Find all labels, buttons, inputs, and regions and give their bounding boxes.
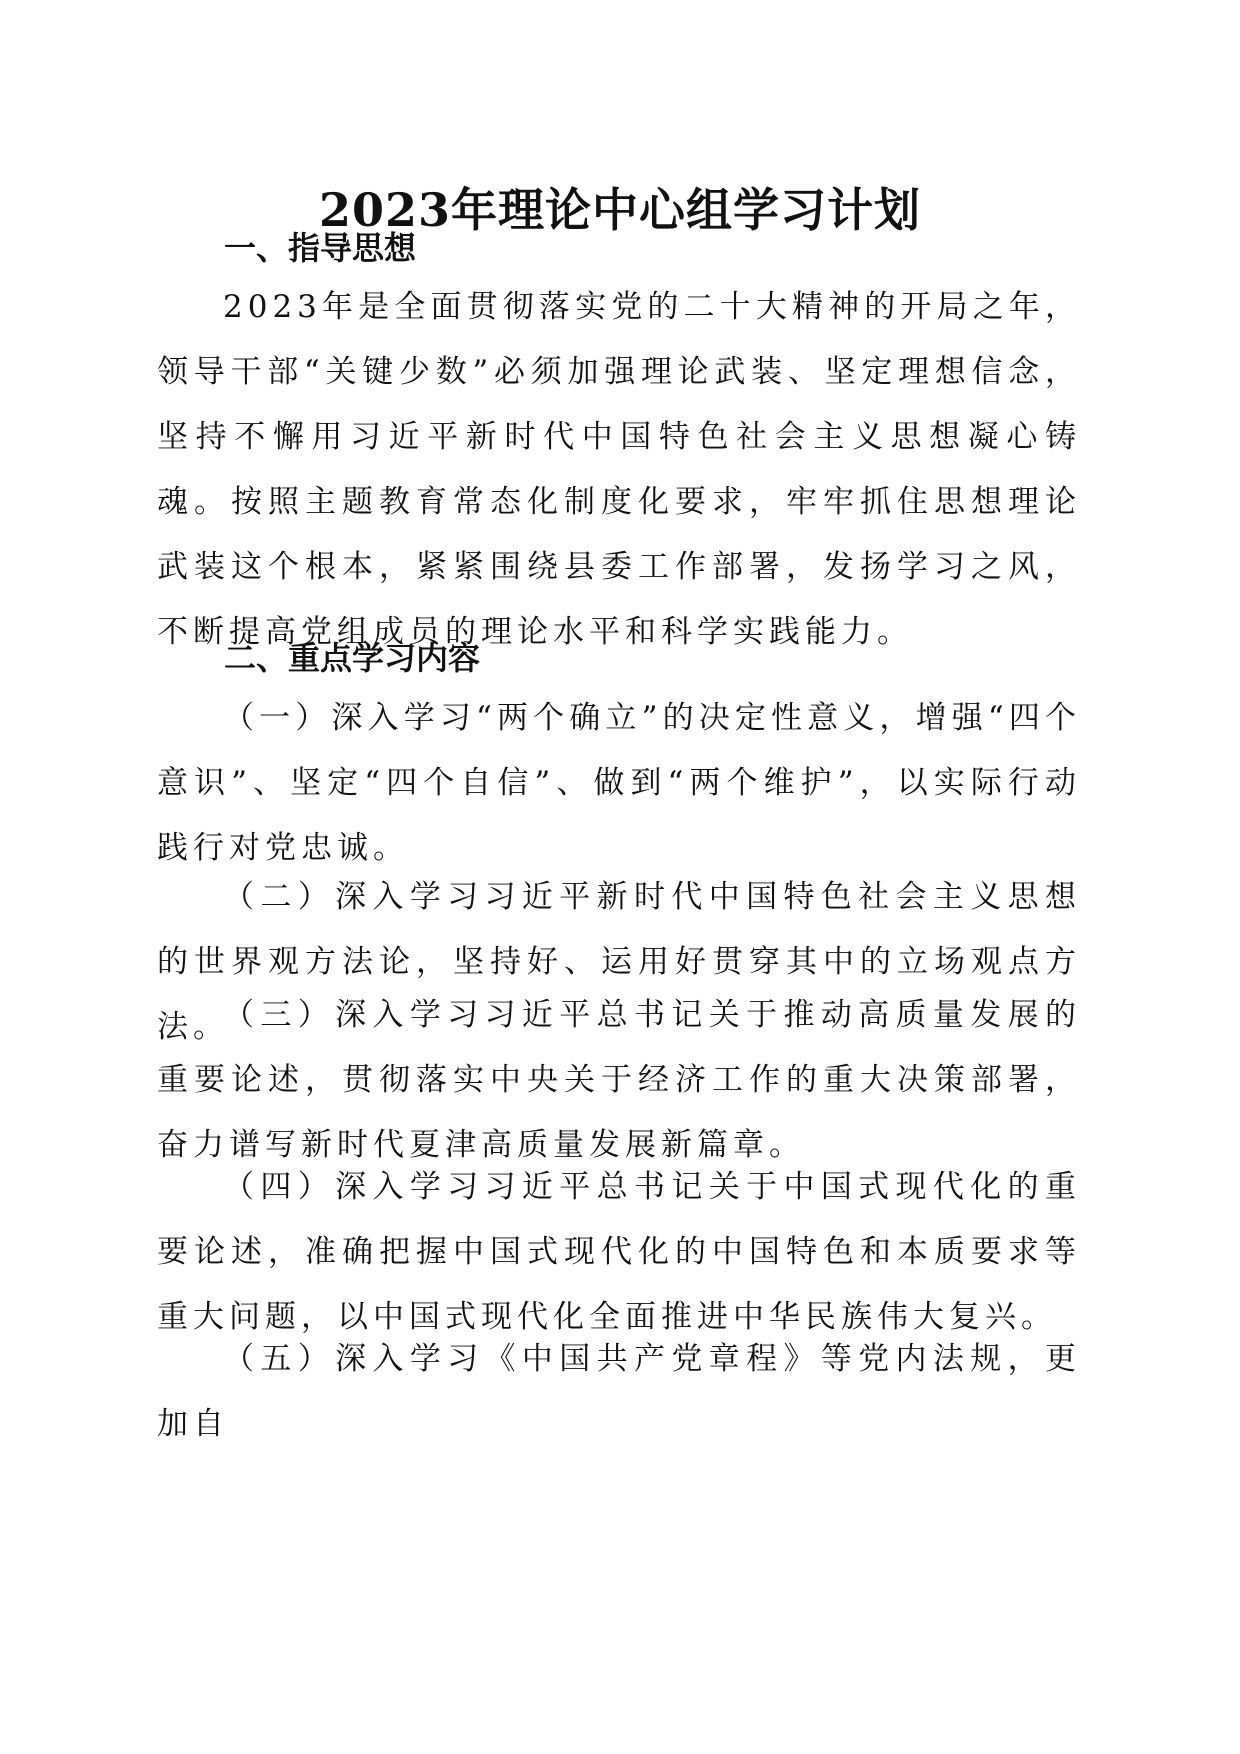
list-item-content-2: （二）深入学习习近平新时代中国特色社会主义思想的世界观方法论，坚持好、运用好贯穿其中的立场观点方法。 bbox=[157, 879, 1081, 1045]
paragraph-guiding-ideology: 2023年是全面贯彻落实党的二十大精神的开局之年，领导干部“关键少数”必须加强理论武装、坚定理想信念，坚持不懈用习近平新时代中国特色社会主义思想凝心铸魂。按照主题教育常态化制度化要求，牢牢抓住思想理论武装这个根本，紧紧围绕县委工作部署，发扬学习之风，不断提高党组成员的理论水平和科学实践能力。 bbox=[157, 289, 1081, 650]
list-item-content-4: （四）深入学习习近平总书记关于中国式现代化的重要论述，准确把握中国式现代化的中国特色和本质要求等重大问题，以中国式现代化全面推进中华民族伟大复兴。 bbox=[157, 1169, 1081, 1335]
list-item-content-5: （五）深入学习《中国共产党章程》等党内法规，更加自 bbox=[157, 1341, 1081, 1442]
list-item-content-1: （一）深入学习“两个确立”的决定性意义，增强“四个意识”、坚定“四个自信”、做到“两个维护”，以实际行动践行对党忠诚。 bbox=[157, 700, 1081, 866]
document-title: 2023年理论中心组学习计划 bbox=[318, 183, 922, 237]
section-heading-key-content: 二、重点学习内容 bbox=[224, 639, 481, 677]
list-item-content-3: （三）深入学习习近平总书记关于推动高质量发展的重要论述，贯彻落实中央关于经济工作的重大决策部署，奋力谱写新时代夏津高质量发展新篇章。 bbox=[157, 997, 1081, 1163]
section-heading-guiding-ideology: 一、指导思想 bbox=[224, 229, 417, 267]
